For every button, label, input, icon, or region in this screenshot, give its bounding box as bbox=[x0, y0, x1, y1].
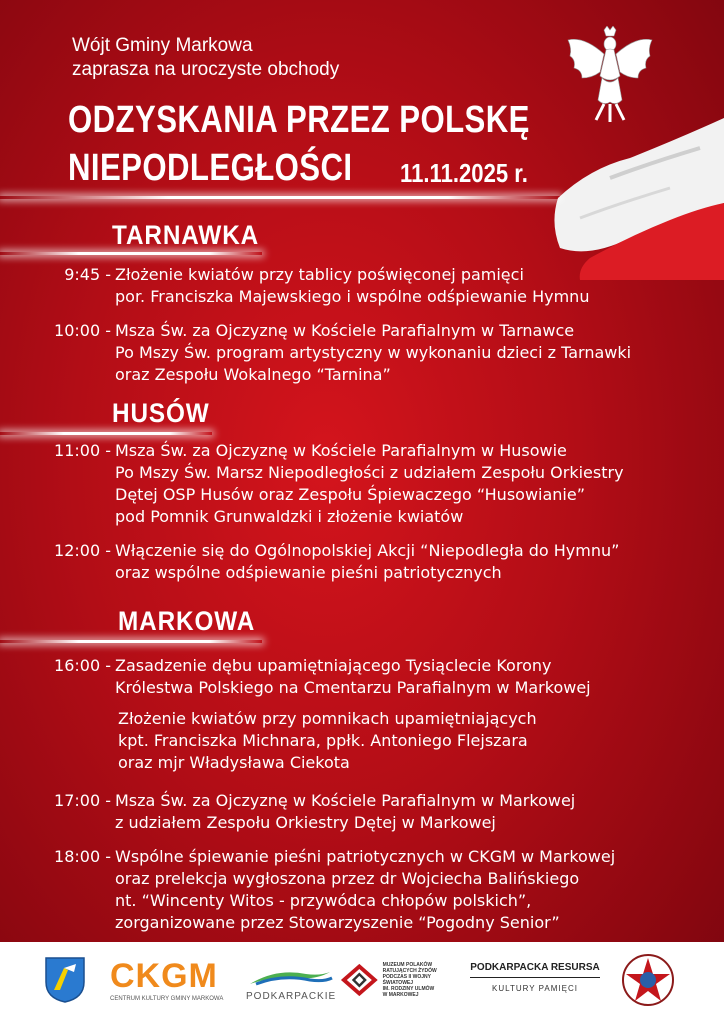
title-line-1: ODZYSKANIA PRZEZ POLSKĘ bbox=[68, 99, 530, 141]
divider-line bbox=[0, 640, 262, 643]
section-title-husow: HUSÓW bbox=[112, 398, 210, 428]
event-time: 9:45 - bbox=[64, 265, 111, 284]
event-description: Msza Św. za Ojczyznę w Kościele Parafialnym w Markowej z udziałem Zespołu Orkiestry Dętej w Markowej bbox=[115, 791, 576, 832]
event-date: 11.11.2025 r. bbox=[400, 158, 528, 188]
event-item bbox=[0, 320, 631, 386]
divider-line bbox=[0, 196, 560, 199]
event-description: Msza Św. za Ojczyznę w Kościele Parafialnym w Husowie Po Mszy Św. Marsz Niepodległości z udziałem Zespołu Orkiestry Dętej OSP Husów oraz Zespołu Śpiewaczego “Husowianie” pod Pomnik Grunwaldzki i złożenie kwiatów bbox=[115, 441, 624, 526]
polish-flag-icon bbox=[550, 108, 724, 280]
event-time: 16:00 - bbox=[54, 656, 111, 675]
event-item bbox=[0, 655, 591, 699]
ckgm-logo-text: CKGM bbox=[110, 957, 218, 995]
resursa-subtitle: KULTURY PAMIĘCI bbox=[492, 984, 578, 993]
ulma-museum-logo bbox=[340, 962, 460, 998]
event-time: 10:00 - bbox=[54, 321, 111, 340]
ckgm-logo-subtitle: CENTRUM KULTURY GMINY MARKOWA bbox=[110, 996, 224, 1002]
ckgm-logo bbox=[110, 958, 222, 1002]
event-item bbox=[0, 540, 619, 584]
event-item bbox=[0, 264, 589, 308]
event-item bbox=[0, 790, 575, 834]
event-time: 18:00 - bbox=[54, 847, 111, 866]
event-time: 17:00 - bbox=[54, 791, 111, 810]
event-description: Wspólne śpiewanie pieśni patriotycznych w CKGM w Markowej oraz prelekcja wygłoszona przez dr Wojciecha Balińskiego nt. “Wincenty Witos - przywódca chłopów polskich”, zorganizowane przez Stowarzyszenie “Pogodny Senior” bbox=[115, 847, 616, 932]
intro-line-2: zaprasza na uroczyste obchody bbox=[72, 59, 340, 80]
intro-text bbox=[72, 34, 339, 82]
ulma-museum-text: MUZEUM POLAKÓW RATUJĄCYCH ŻYDÓW PODCZAS II WOJNY ŚWIATOWEJ IM. RODZINY ULMÓW W MARKOWEJ bbox=[382, 962, 437, 998]
event-description: Msza Św. za Ojczyznę w Kościele Parafialnym w Tarnawce Po Mszy Św. program artystyczny w wykonaniu dzieci z Tarnawki oraz Zespołu Wokalnego “Tarnina” bbox=[115, 321, 632, 384]
sponsor-footer bbox=[0, 942, 724, 1024]
podkarpackie-logo-text: PODKARPACKIE bbox=[246, 991, 337, 1002]
ulma-museum-icon bbox=[340, 962, 379, 998]
divider-line bbox=[0, 432, 212, 435]
podkarpackie-wave-icon bbox=[246, 968, 334, 986]
divider-line bbox=[0, 252, 262, 255]
resursa-title: PODKARPACKA RESURSA bbox=[470, 962, 600, 978]
title-line-2: NIEPODLEGŁOŚCI bbox=[68, 147, 353, 189]
podkarpacka-resursa-logo bbox=[470, 962, 600, 993]
intro-line-1: Wójt Gminy Markowa bbox=[72, 35, 253, 56]
event-note: Złożenie kwiatów przy pomnikach upamiętniających kpt. Franciszka Michnara, ppłk. Antoniego Flejszara oraz mjr Władysława Ciekota bbox=[118, 709, 537, 772]
event-description: Zasadzenie dębu upamiętniającego Tysiąclecie Korony Królestwa Polskiego na Cmentarzu Parafialnym w Markowej bbox=[115, 656, 591, 697]
event-item bbox=[0, 440, 624, 528]
event-description: Włączenie się do Ogólnopolskiej Akcji “Niepodległa do Hymnu” oraz wspólne odśpiewanie pieśni patriotycznych bbox=[115, 541, 620, 582]
fire-brigade-badge-icon bbox=[620, 952, 676, 1008]
event-item bbox=[0, 846, 615, 934]
event-time: 11:00 - bbox=[54, 441, 111, 460]
event-description: Złożenie kwiatów przy tablicy poświęconej pamięci por. Franciszka Majewskiego i wspólne odśpiewanie Hymnu bbox=[115, 265, 590, 306]
event-time: 12:00 - bbox=[54, 541, 111, 560]
section-title-markowa: MARKOWA bbox=[118, 606, 256, 636]
podkarpackie-logo bbox=[246, 968, 337, 1002]
section-title-tarnawka: TARNAWKA bbox=[112, 220, 260, 250]
gmina-coat-of-arms-icon bbox=[44, 956, 86, 1004]
